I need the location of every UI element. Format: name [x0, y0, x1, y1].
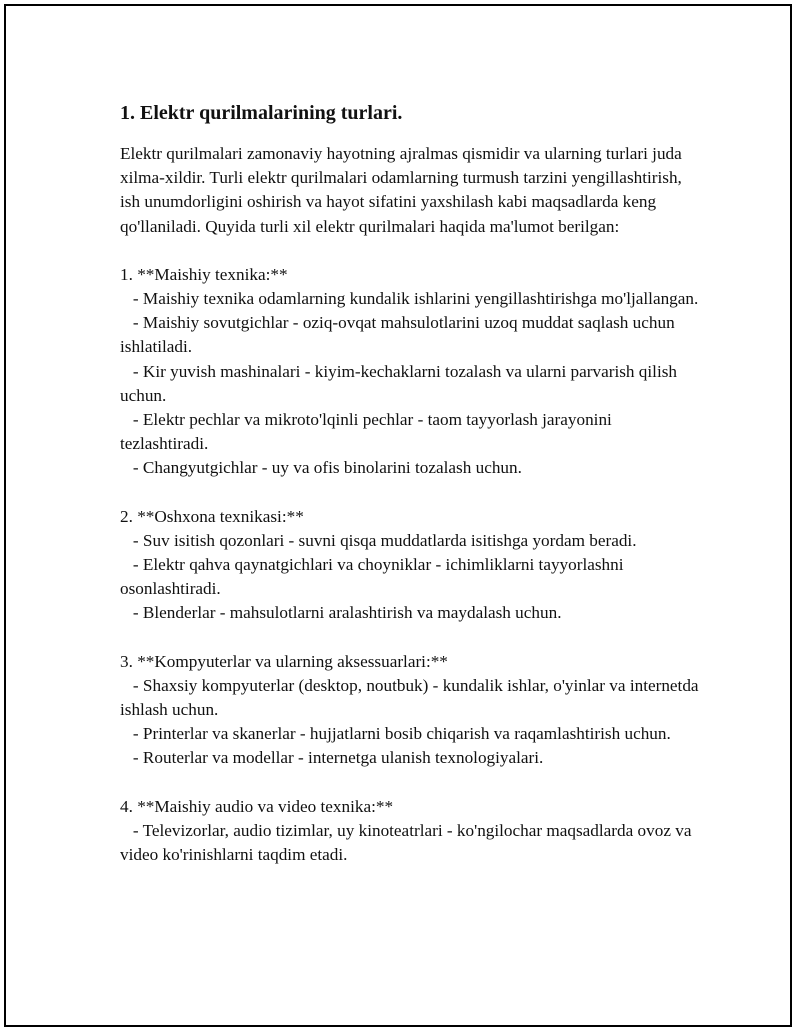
- list-item: - Changyutgichlar - uy va ofis binolarini tozalash uchun.: [120, 458, 522, 478]
- section-household-appliances: [120, 263, 700, 481]
- list-item: - Kir yuvish mashinalari - kiyim-kechaklarni tozalash va ularni parvarish qilish uchun.: [120, 361, 682, 405]
- list-item: - Shaxsiy kompyuterlar (desktop, noutbuk) - kundalik ishlar, o'yinlar va internetda ishlash uchun.: [120, 675, 703, 720]
- document-page: [4, 4, 792, 1027]
- list-item: - Suv isitish qozonlari - suvni qisqa muddatlarda isitishga yordam beradi.: [120, 530, 637, 550]
- list-item: - Elektr pechlar va mikroto'lqinli pechlar - taom tayyorlash jarayonini tezlashtiradi.: [120, 410, 617, 454]
- list-item: - Maishiy texnika odamlarning kundalik ishlarini yengillashtirishga mo'ljallangan.: [120, 289, 699, 309]
- list-item: - Printerlar va skanerlar - hujjatlarni bosib chiqarish va raqamlashtirish uchun.: [120, 724, 671, 744]
- section-heading: 3. **Kompyuterlar va ularning aksessuarlari:**: [120, 651, 448, 671]
- list-item: - Elektr qahva qaynatgichlari va choyniklar - ichimliklarni tayyorlashni osonlashtiradi.: [120, 555, 628, 599]
- document-title: 1. Elektr qurilmalarining turlari.: [120, 102, 403, 124]
- list-item: - Blenderlar - mahsulotlarni aralashtirish va maydalash uchun.: [120, 603, 562, 623]
- document-content: [120, 100, 703, 891]
- list-item: - Routerlar va modellar - internetga ulanish texnologiyalari.: [120, 748, 544, 768]
- section-kitchen-appliances: [120, 505, 700, 626]
- section-heading: 2. **Oshxona texnikasi:**: [120, 506, 304, 526]
- section-audio-video: [120, 795, 700, 868]
- list-item: - Televizorlar, audio tizimlar, uy kinoteatrlari - ko'ngilochar maqsadlarda ovoz va video ko'rinishlarni taqdim etadi.: [120, 820, 696, 865]
- intro-paragraph: Elektr qurilmalari zamonaviy hayotning ajralmas qismidir va ularning turlari juda xilma-xildir. Turli elektr qurilmalari odamlarning turmush tarzini yengillashtirish, ish unumdorligini oshirish va hayot sifatini yaxshilash kabi maqsadlarda keng qo'llaniladi. Quyida turli xil elektr qurilmalari haqida ma'lumot berilgan:: [120, 144, 682, 236]
- section-computers: [120, 650, 703, 771]
- section-heading: 4. **Maishiy audio va video texnika:**: [120, 796, 394, 816]
- section-heading: 1. **Maishiy texnika:**: [120, 264, 288, 284]
- list-item: - Maishiy sovutgichlar - oziq-ovqat mahsulotlarini uzoq muddat saqlash uchun ishlatiladi.: [120, 313, 679, 357]
